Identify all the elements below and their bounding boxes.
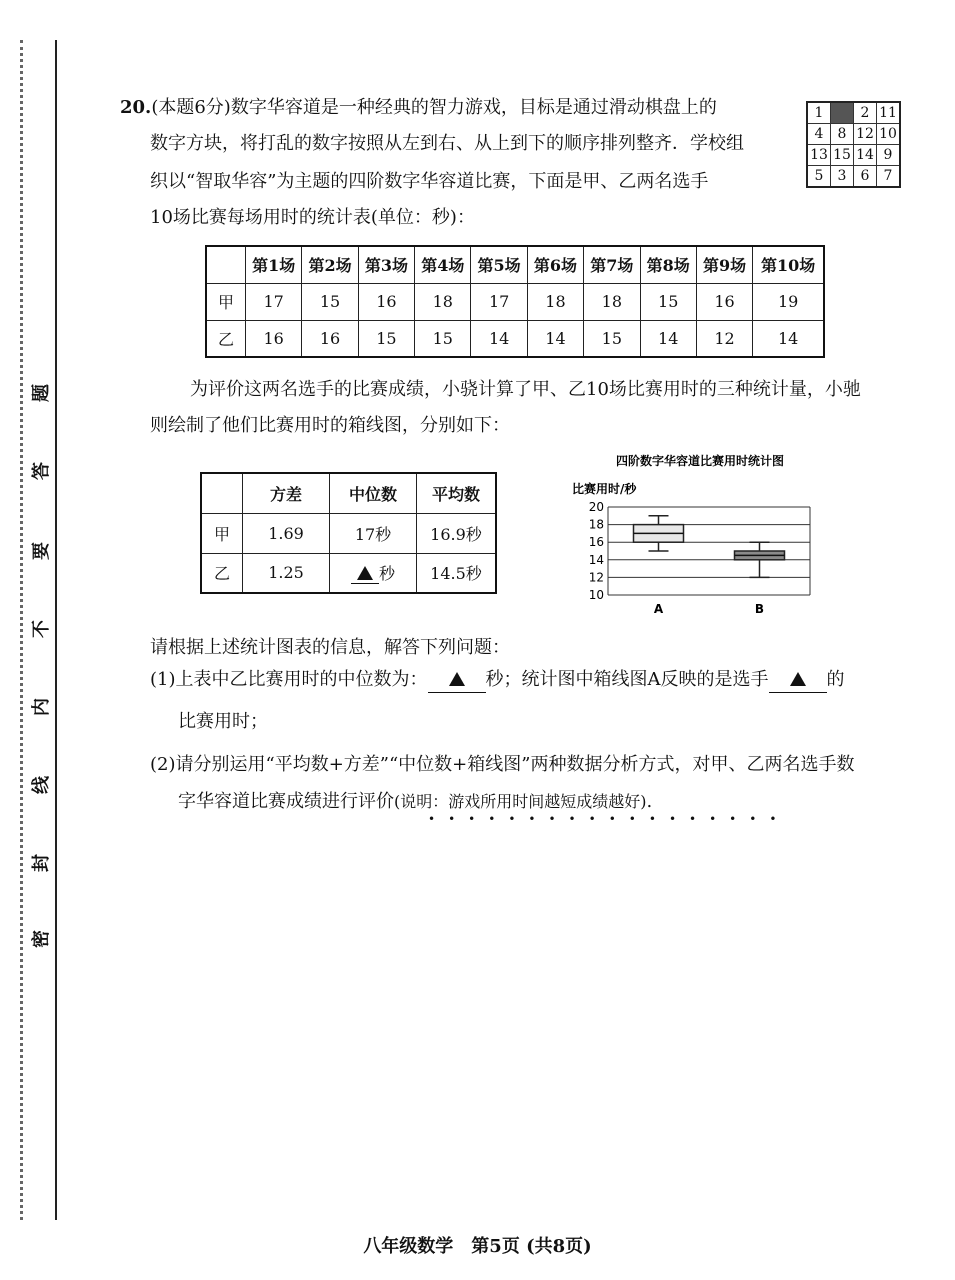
puzzle-tile: 3 <box>831 166 854 188</box>
table-cell: 14 <box>640 320 696 357</box>
table-cell: 乙 <box>206 320 246 357</box>
side-char: 封 <box>31 854 52 872</box>
table-cell: 18 <box>527 283 583 320</box>
emphasis-dots: •••••••••••••••••• <box>428 812 790 826</box>
table-header-cell: 方差 <box>243 473 330 513</box>
subquestion-2-text: 字华容道比赛成绩进行评价 <box>178 791 394 812</box>
subquestion-2-end: . <box>646 791 653 812</box>
box-A <box>634 516 684 616</box>
puzzle-tile: 11 <box>877 102 901 124</box>
subquestion-2-note: (说明：游戏所用时间越短成绩越好) <box>394 792 647 811</box>
puzzle-tile: 15 <box>831 145 854 166</box>
binding-dotted-line <box>20 40 23 1220</box>
puzzle-tile: 6 <box>854 166 877 188</box>
boxplot-chart <box>560 445 820 620</box>
y-tick-label: 16 <box>588 535 604 550</box>
side-char: 线 <box>31 776 52 794</box>
puzzle-tile: 2 <box>854 102 877 124</box>
time-table <box>205 245 825 358</box>
table-cell <box>330 553 417 593</box>
table-cell: 16 <box>358 283 414 320</box>
puzzle-tile: 7 <box>877 166 901 188</box>
puzzle-tile: 10 <box>877 124 901 145</box>
table-cell: 14 <box>471 320 527 357</box>
table-cell: 19 <box>753 283 824 320</box>
table-cell: 15 <box>415 320 471 357</box>
table-cell: 14.5秒 <box>417 553 497 593</box>
table-header-cell: 中位数 <box>330 473 417 513</box>
table-header-cell <box>206 246 246 283</box>
table-cell: 17 <box>471 283 527 320</box>
table-header-cell: 第6场 <box>527 246 583 283</box>
question-line-3: 织以“智取华容”为主题的四阶数字华容道比赛，下面是甲、乙两名选手 <box>150 171 709 192</box>
puzzle-tile: 14 <box>854 145 877 166</box>
puzzle-tile: 13 <box>807 145 831 166</box>
puzzle-tile: 1 <box>807 102 831 124</box>
table-header-cell: 第9场 <box>696 246 752 283</box>
table-cell: 14 <box>527 320 583 357</box>
table-header-row <box>201 473 496 513</box>
table-cell: 16 <box>246 320 302 357</box>
table-cell: 乙 <box>201 553 243 593</box>
puzzle-tile: 4 <box>807 124 831 145</box>
table-cell: 15 <box>584 320 640 357</box>
table-cell: 18 <box>415 283 471 320</box>
y-tick-label: 20 <box>588 500 604 514</box>
player-blank[interactable] <box>769 668 827 693</box>
table-cell: 甲 <box>206 283 246 320</box>
side-char: 要 <box>31 542 52 560</box>
table-cell: 12 <box>696 320 752 357</box>
side-char: 内 <box>31 698 52 716</box>
y-tick-label: 18 <box>588 517 604 532</box>
y-tick-label: 14 <box>588 552 604 567</box>
subquestion-2-line-2 <box>178 790 652 814</box>
table-cell: 18 <box>584 283 640 320</box>
table-row <box>206 283 824 320</box>
y-tick-label: 10 <box>588 588 604 602</box>
box-B <box>735 542 785 616</box>
binding-solid-line <box>55 40 57 1220</box>
table-cell: 14 <box>753 320 824 357</box>
table-row <box>206 320 824 357</box>
page-footer: 八年级数学 第5页 (共8页) <box>363 1236 592 1257</box>
chart-ylabel: 比赛用时/秒 <box>572 482 637 496</box>
question-line-2: 数字方块，将打乱的数字按照从左到右、从上到下的顺序排列整齐．学校组 <box>150 133 744 154</box>
triangle-icon <box>790 672 806 686</box>
table-header-row <box>206 246 824 283</box>
table-cell: 16.9秒 <box>417 513 497 553</box>
table-cell: 15 <box>302 283 358 320</box>
question-number: 20. <box>120 97 152 118</box>
table-header-cell: 第7场 <box>584 246 640 283</box>
question-line-1 <box>120 96 717 120</box>
puzzle-tile: 8 <box>831 124 854 145</box>
median-answer-blank[interactable] <box>351 564 379 584</box>
subquestion-1 <box>150 668 845 693</box>
table-cell: 16 <box>696 283 752 320</box>
puzzle-empty-tile <box>831 102 854 124</box>
puzzle-board <box>806 101 901 188</box>
puzzle-tile: 5 <box>807 166 831 188</box>
table-header-cell: 平均数 <box>417 473 497 513</box>
table-header-cell <box>201 473 243 513</box>
table-cell: 15 <box>358 320 414 357</box>
puzzle-tile: 12 <box>854 124 877 145</box>
subquestion-1-text-b: 秒；统计图中箱线图A反映的是选手 <box>485 669 769 690</box>
question-text: 数字华容道是一种经典的智力游戏，目标是通过滑动棋盘上的 <box>230 97 717 118</box>
table-header-cell: 第4场 <box>415 246 471 283</box>
y-tick-label: 12 <box>588 570 604 585</box>
table-cell: 1.25 <box>243 553 330 593</box>
subquestion-1-text-a: (1)上表中乙比赛用时的中位数为： <box>150 669 428 690</box>
table-header-cell: 第1场 <box>246 246 302 283</box>
table-header-cell: 第10场 <box>753 246 824 283</box>
table-row <box>201 553 496 593</box>
statistics-table <box>200 472 497 594</box>
table-cell: 甲 <box>201 513 243 553</box>
subquestion-2-line-1: (2)请分别运用“平均数+方差”“中位数+箱线图”两种数据分析方式，对甲、乙两名选手数 <box>150 754 855 775</box>
side-char: 答 <box>31 462 52 480</box>
table-row <box>201 513 496 553</box>
subquestion-1-end: 比赛用时； <box>178 711 268 732</box>
table-header-cell: 第8场 <box>640 246 696 283</box>
evaluation-paragraph-2: 则绘制了他们比赛用时的箱线图，分别如下： <box>150 415 510 436</box>
evaluation-paragraph-1: 为评价这两名选手的比赛成绩，小骁计算了甲、乙10场比赛用时的三种统计量，小驰 <box>190 379 861 400</box>
x-category-label: B <box>754 602 765 616</box>
triangle-icon <box>449 672 465 686</box>
side-char: 不 <box>31 620 52 638</box>
table-header-cell: 第5场 <box>471 246 527 283</box>
side-char: 密 <box>31 930 52 948</box>
table-cell: 17 <box>246 283 302 320</box>
table-cell: 17秒 <box>330 513 417 553</box>
question-prefix: (本题6分) <box>151 97 231 118</box>
x-category-label: A <box>653 602 664 616</box>
subquestion-1-text-c: 的 <box>826 669 845 690</box>
question-line-4: 10场比赛每场用时的统计表(单位：秒)： <box>150 207 475 228</box>
side-char: 题 <box>31 384 52 402</box>
triangle-icon <box>357 566 373 580</box>
table-header-cell: 第2场 <box>302 246 358 283</box>
table-cell: 16 <box>302 320 358 357</box>
median-blank[interactable] <box>428 668 486 693</box>
table-header-cell: 第3场 <box>358 246 414 283</box>
table-cell: 15 <box>640 283 696 320</box>
table-cell: 1.69 <box>243 513 330 553</box>
puzzle-tile: 9 <box>877 145 901 166</box>
answer-intro: 请根据上述统计图表的信息，解答下列问题： <box>150 637 510 658</box>
chart-title: 四阶数字华容道比赛用时统计图 <box>615 454 785 468</box>
median-unit: 秒 <box>378 564 395 584</box>
